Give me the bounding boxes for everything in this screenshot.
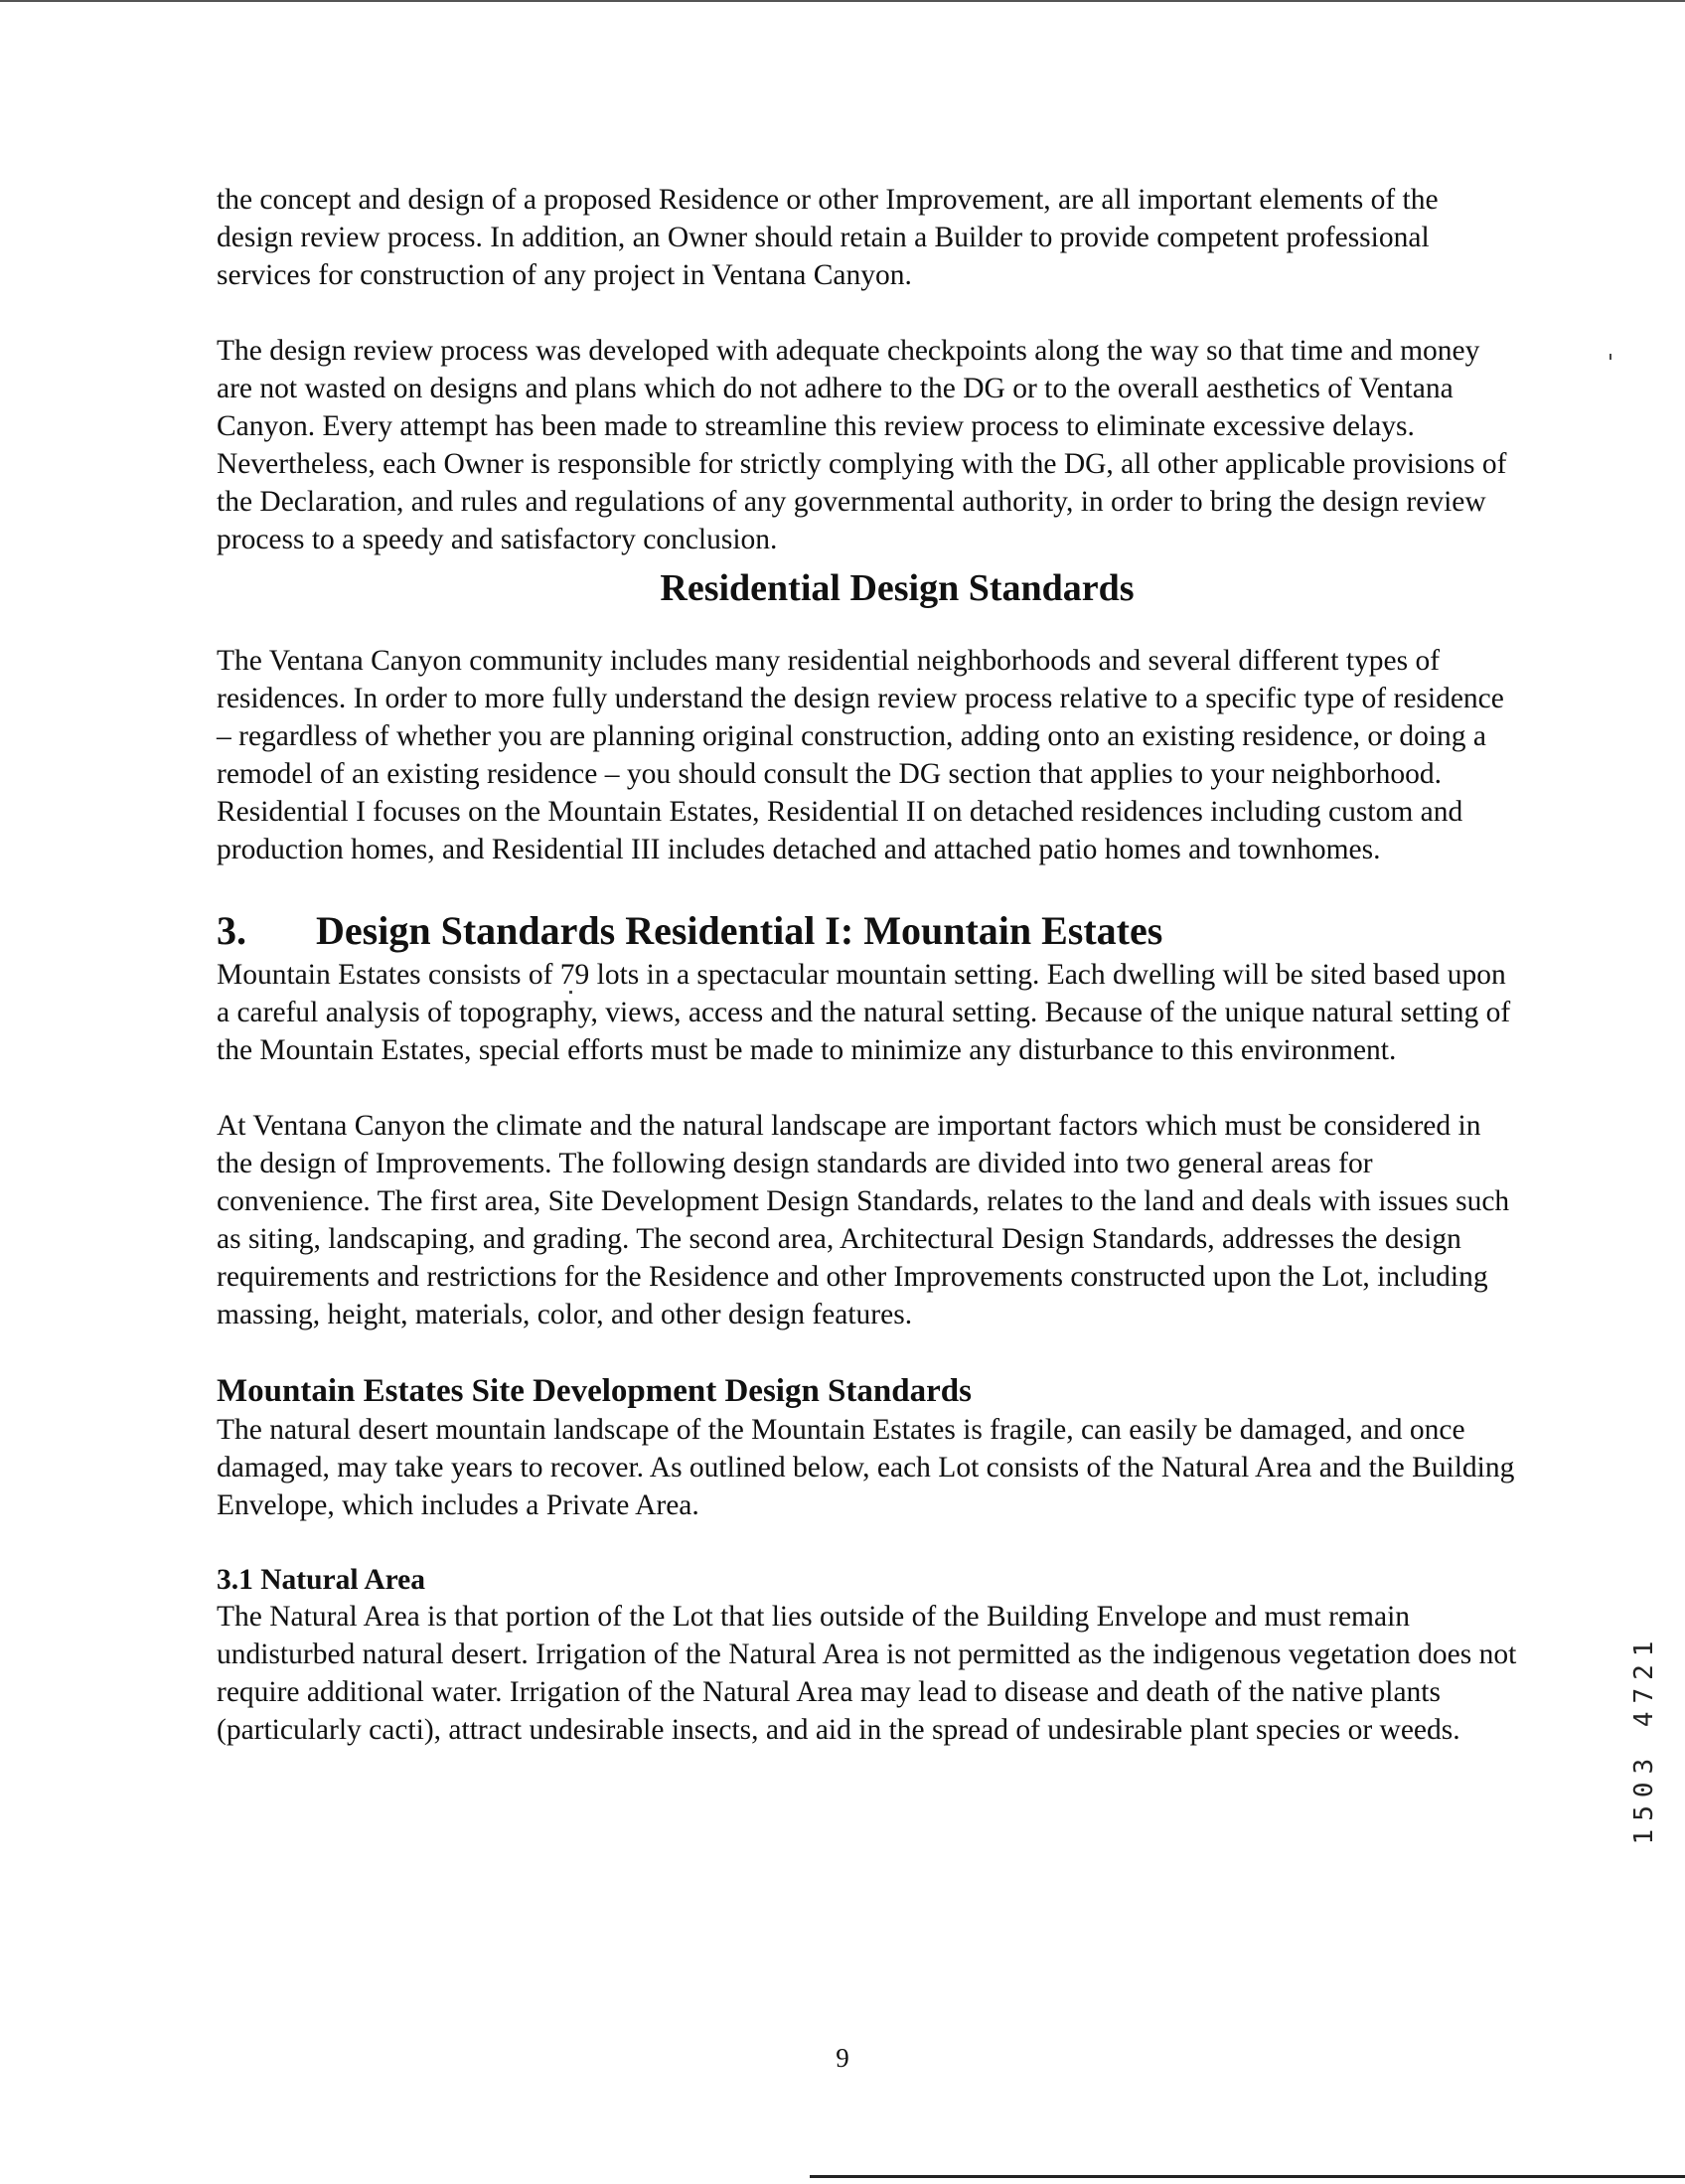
bottom-scan-edge	[810, 2175, 1685, 2178]
top-scan-edge	[0, 0, 1685, 2]
paragraph-ventana-canyon-community: The Ventana Canyon community includes many residential neighborhoods and several different types of residences. In order to more fully understand the design review process relative to a specific type of residence – regardless of whether you are planning original construction, adding onto an existing residence, or doing a remodel of an existing residence – you should consult the DG section that applies to your neighborhood. Residential I focuses on the Mountain Estates, Residential II on detached residences including custom and production homes, and Residential III includes detached and attached patio homes and townhomes.	[217, 645, 1504, 865]
heading-site-development-standards: Mountain Estates Site Development Design Standards	[217, 1373, 972, 1409]
paragraph-natural-area: The Natural Area is that portion of the Lot that lies outside of the Building Envelope and must remain undisturbed natural desert. Irrigation of the Natural Area is not permitted as the indigenous vegetation does not require additional water. Irrigation of the Natural Area may lead to disease and death of the native plants (particularly cacti), attract undesirable insects, and aid in the spread of undesirable plant species or weeds.	[217, 1601, 1517, 1746]
paragraph-design-review-process: The design review process was developed with adequate checkpoints along the way so that time and money are not wasted on designs and plans which do not adhere to the DG or to the overall aesthetics of Ventana Canyon. Every attempt has been made to streamline this review process to eliminate excessive delays. Nevertheless, each Owner is responsible for strictly complying with the DG, all other applicable provisions of the Declaration, and rules and regulations of any governmental authority, in order to bring the design review process to a speedy and satisfactory conclusion.	[217, 335, 1507, 555]
side-stamp-number: 1503 4721	[1629, 1633, 1659, 1845]
paragraph-desert-landscape: The natural desert mountain landscape of the Mountain Estates is fragile, can easily be damaged, and once damaged, may take years to recover. As outlined below, each Lot consists of the Natural Area and the Building Envelope, which includes a Private Area.	[217, 1414, 1515, 1521]
page-number: 9	[836, 2043, 849, 2073]
paragraph-design-review-elements: the concept and design of a proposed Residence or other Improvement, are all important elements of the design review process. In addition, an Owner should retain a Builder to provide competent professional services for construction of any project in Ventana Canyon.	[217, 184, 1439, 291]
heading-residential-design-standards: Residential Design Standards	[660, 567, 1135, 609]
page-content	[217, 181, 1518, 1749]
scan-speck	[569, 991, 572, 994]
heading-section-3	[217, 906, 1518, 956]
section-title: Design Standards Residential I: Mountain Estates	[316, 908, 1163, 953]
paragraph-climate-landscape: At Ventana Canyon the climate and the natural landscape are important factors which must be considered in the design of Improvements. The following design standards are divided into two general areas for convenience. The first area, Site Development Design Standards, relates to the land and deals with issues such as siting, landscaping, and grading. The second area, Architectural Design Standards, addresses the design requirements and restrictions for the Residence and other Improvements constructed upon the Lot, including massing, height, materials, color, and other design features.	[217, 1110, 1510, 1330]
paragraph-mountain-estates: Mountain Estates consists of 79 lots in a spectacular mountain setting. Each dwelling will be sited based upon a careful analysis of topography, views, access and the natural setting. Because of the unique natural setting of the Mountain Estates, special efforts must be made to minimize any disturbance to this environment.	[217, 959, 1511, 1066]
scan-speck	[1609, 354, 1611, 360]
section-number: 3.	[217, 908, 246, 953]
heading-natural-area: 3.1 Natural Area	[217, 1564, 426, 1596]
